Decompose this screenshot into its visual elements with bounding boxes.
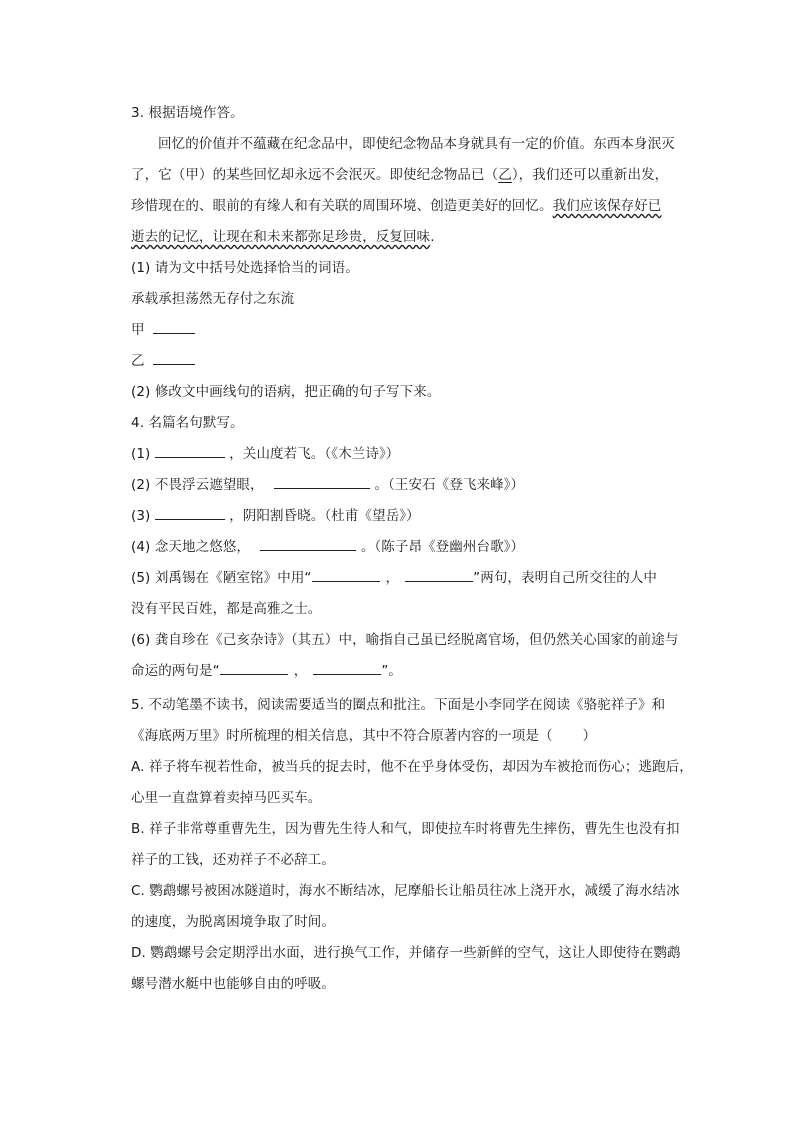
wavy-underlined-sentence: 逝去的记忆，让现在和未来都弥足珍贵，反复回味 [131,229,431,245]
item-number: (1) [131,446,151,462]
item-text: 。（陈子昂《登幽州台歌》） [360,539,525,555]
q5-option-a-line-2: 心里一直盘算着卖掉马匹买车。 [131,790,322,806]
answer-blank[interactable] [220,662,288,675]
item-text: ”两句，表明自己所交往的人中 [473,570,658,586]
q3-passage-text: . [430,229,435,245]
q5-option-c-line-2: 的速度，为脱离困境争取了时间。 [131,914,335,930]
q3-sub1: (1) 请为文中括号处选择恰当的词语。 [131,260,359,276]
q3-passage-line-3 [131,196,661,216]
q3-heading: 3. 根据语境作答。 [131,105,244,121]
answer-label: 乙 [131,353,145,369]
answer-label: 甲 [131,322,145,338]
q4-item-2 [131,475,524,495]
answer-blank[interactable] [153,321,195,334]
answer-blank[interactable] [313,662,381,675]
q3-passage-text: ），我们还可以重新出发， [511,167,669,183]
item-text: 命运的两句是“ [131,663,220,679]
q3-answer-jia [131,320,195,340]
q5-option-d-line-1: D. 鹦鹉螺号会定期浮出水面，进行换气工作，并储存一些新鲜的空气，这让人即使待在鹦鹉 [131,945,681,961]
q4-heading: 4. 名篇名句默写。 [131,415,244,431]
q3-sub2: (2) 修改文中画线句的语病，把正确的句子写下来。 [131,384,441,400]
q5-stem-text: ） [582,728,597,744]
q4-item-6-line-1: (6) 龚自珍在《己亥杂诗》（其五）中，喻指自己虽已经脱离官场，但仍然关心国家的前途与 [131,632,679,648]
q4-item-6-line-2 [131,661,402,681]
answer-blank[interactable] [260,538,356,551]
q4-item-5-line-1 [131,568,657,588]
answer-blank[interactable] [312,569,380,582]
q3-word-options: 承载承担荡然无存付之东流 [131,291,295,307]
item-text: (4) 念天地之悠悠， [131,539,251,555]
answer-blank[interactable] [155,445,225,458]
q5-stem-text: 《海底两万里》时所梳理的相关信息，其中不符合原著内容的一项是（ [131,728,553,744]
q4-item-3 [131,506,420,526]
q5-option-b-line-1: B. 祥子非常尊重曹先生，因为曹先生待人和气，即使拉车时将曹先生摔伤，曹先生也没有扣 [131,821,680,837]
item-text: (5) 刘禹锡在《陋室铭》中用“ [131,570,312,586]
item-text: ，关山度若飞。（《木兰诗》） [229,446,400,462]
item-text: 。（王安石《登飞来峰》） [374,477,525,493]
q5-option-d-line-2: 螺号潜水艇中也能够自由的呼吸。 [131,976,335,992]
wavy-underlined-sentence: 我们应该保存好已 [552,198,662,214]
q5-option-c-line-1: C. 鹦鹉螺号被困冰隧道时，海水不断结冰，尼摩船长让船员往冰上浇开水，减缓了海水结冰 [131,883,680,899]
q5-stem-line-2 [131,726,596,746]
item-number: (3) [131,508,151,524]
item-text: ”。 [381,663,403,679]
answer-blank[interactable] [153,352,195,365]
q5-option-b-line-2: 祥子的工钱，还劝祥子不必辞工。 [131,852,335,868]
q4-item-1 [131,444,399,464]
blank-marker-jia: 甲 [185,167,200,183]
item-text: ， [293,663,308,679]
item-text: ， [385,570,400,586]
q5-option-a-line-1: A. 祥子将车视若性命，被当兵的捉去时，他不在乎身体受伤，却因为车被抢而伤心；逃跑后， [131,759,693,775]
q3-passage-text: 了，它（ [131,167,186,183]
answer-blank[interactable] [274,476,370,489]
q5-stem-line-1: 5. 不动笔墨不读书，阅读需要适当的圈点和批注。下面是小李同学在阅读《骆驼祥子》和 [131,697,666,713]
answer-blank[interactable] [405,569,473,582]
q3-answer-yi [131,351,195,371]
blank-marker-yi: 乙 [498,167,512,183]
q3-passage-line-4 [131,227,435,247]
q3-passage-line-1: 回忆的价值并不蕴藏在纪念品中，即使纪念物品本身就具有一定的价值。东西本身泯灭 [158,136,675,152]
item-text: ，阴阳割昏晓。（杜甫《望岳》） [229,508,420,524]
q3-passage-line-2 [131,165,668,185]
item-text: (2) 不畏浮云遮望眼， [131,477,264,493]
answer-blank[interactable] [155,507,225,520]
q4-item-5-line-2: 没有平民百姓，都是高雅之士。 [131,601,322,617]
q3-passage-text: ）的某些回忆却永远不会泯灭。即使纪念物品已（ [199,167,499,183]
q3-passage-text: 珍惜现在的、眼前的有缘人和有关联的周围环境、创造更美好的回忆。 [131,198,553,214]
q4-item-4 [131,537,524,557]
